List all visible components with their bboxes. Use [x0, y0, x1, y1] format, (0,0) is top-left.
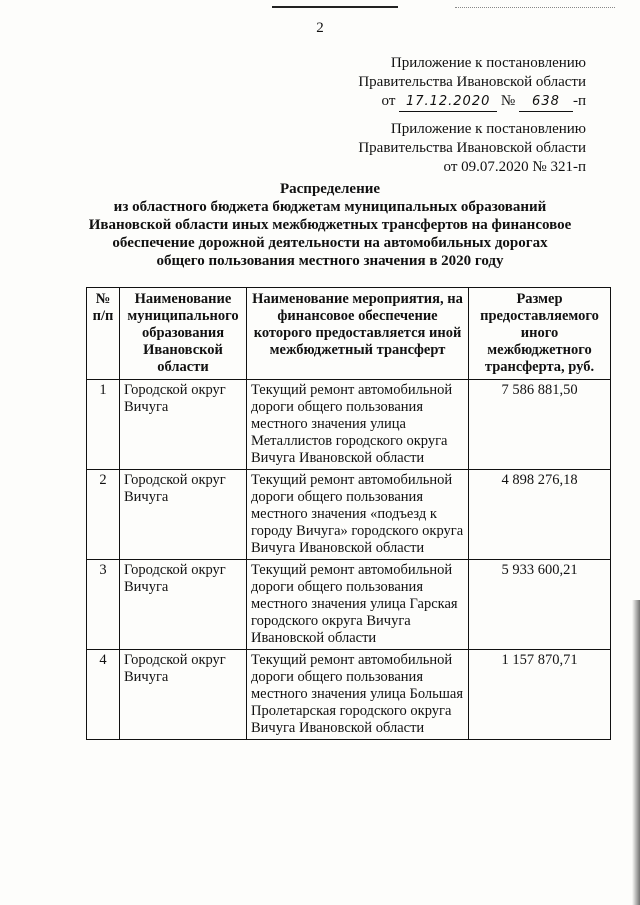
- distribution-table: [86, 287, 611, 740]
- scan-noise-top: [455, 7, 615, 9]
- number-sign: №: [500, 93, 516, 109]
- title-line: общего пользования местного значения в 2020 году: [156, 253, 504, 269]
- appendix-line: от 09.07.2020 № 321-п: [443, 159, 586, 175]
- row-activity: Текущий ремонт автомобильной дороги общего пользования местного значения улица Большая Пролетарская городского округа Вичуга Ивановской области: [247, 650, 469, 740]
- title-line: из областного бюджета бюджетам муниципальных образований: [113, 199, 547, 215]
- page-number: 2: [316, 20, 324, 36]
- appendix-line: Правительства Ивановской области: [358, 140, 586, 156]
- row-activity: Текущий ремонт автомобильной дороги общего пользования местного значения «подъезд к городу Вичуга» городского округа Вичуга Ивановской области: [247, 470, 469, 560]
- scan-shadow-edge: [632, 600, 640, 905]
- appendix-line: Приложение к постановлению: [390, 121, 586, 137]
- scan-mark-top: [272, 6, 398, 8]
- row-number: 4: [87, 650, 120, 740]
- handwritten-date: 17.12.2020: [399, 92, 497, 112]
- table-row: [87, 560, 611, 650]
- header-amount: Размер предоставляемого иного межбюджетного трансферта, руб.: [469, 288, 611, 380]
- table-row: [87, 380, 611, 470]
- header-activity: Наименование мероприятия, на финансовое обеспечение которого предоставляется иной межбюджетный трансферт: [247, 288, 469, 380]
- date-prefix: от: [381, 93, 396, 109]
- handwritten-number: 638: [519, 92, 573, 112]
- row-amount: 1 157 870,71: [469, 650, 611, 740]
- row-municipality: Городской округ Вичуга: [120, 380, 247, 470]
- row-municipality: Городской округ Вичуга: [120, 650, 247, 740]
- appendix-line: Приложение к постановлению: [390, 55, 586, 71]
- row-amount: 5 933 600,21: [469, 560, 611, 650]
- row-amount: 7 586 881,50: [469, 380, 611, 470]
- number-suffix: -п: [572, 93, 586, 109]
- header-municipality: Наименование муниципального образования Ивановской области: [120, 288, 247, 380]
- row-amount: 4 898 276,18: [469, 470, 611, 560]
- row-activity: Текущий ремонт автомобильной дороги общего пользования местного значения улица Гарская городского округа Вичуга Ивановской области: [247, 560, 469, 650]
- table-header-row: [87, 288, 611, 380]
- appendix-line: Правительства Ивановской области: [358, 74, 586, 90]
- appendix-header-new: [358, 54, 586, 112]
- row-activity: Текущий ремонт автомобильной дороги общего пользования местного значения улица Металлистов городского округа Вичуга Ивановской области: [247, 380, 469, 470]
- row-municipality: Городской округ Вичуга: [120, 560, 247, 650]
- table-row: [87, 650, 611, 740]
- header-num: № п/п: [87, 288, 120, 380]
- row-number: 2: [87, 470, 120, 560]
- title-line: Ивановской области иных межбюджетных трансфертов на финансовое: [88, 217, 572, 233]
- appendix-date-line: [358, 92, 586, 112]
- appendix-header-original: [358, 120, 586, 177]
- table-row: [87, 470, 611, 560]
- row-number: 1: [87, 380, 120, 470]
- row-municipality: Городской округ Вичуга: [120, 470, 247, 560]
- title-line: обеспечение дорожной деятельности на автомобильных дорогах: [112, 235, 548, 251]
- title-line: Распределение: [279, 181, 381, 197]
- document-title: [70, 180, 590, 270]
- row-number: 3: [87, 560, 120, 650]
